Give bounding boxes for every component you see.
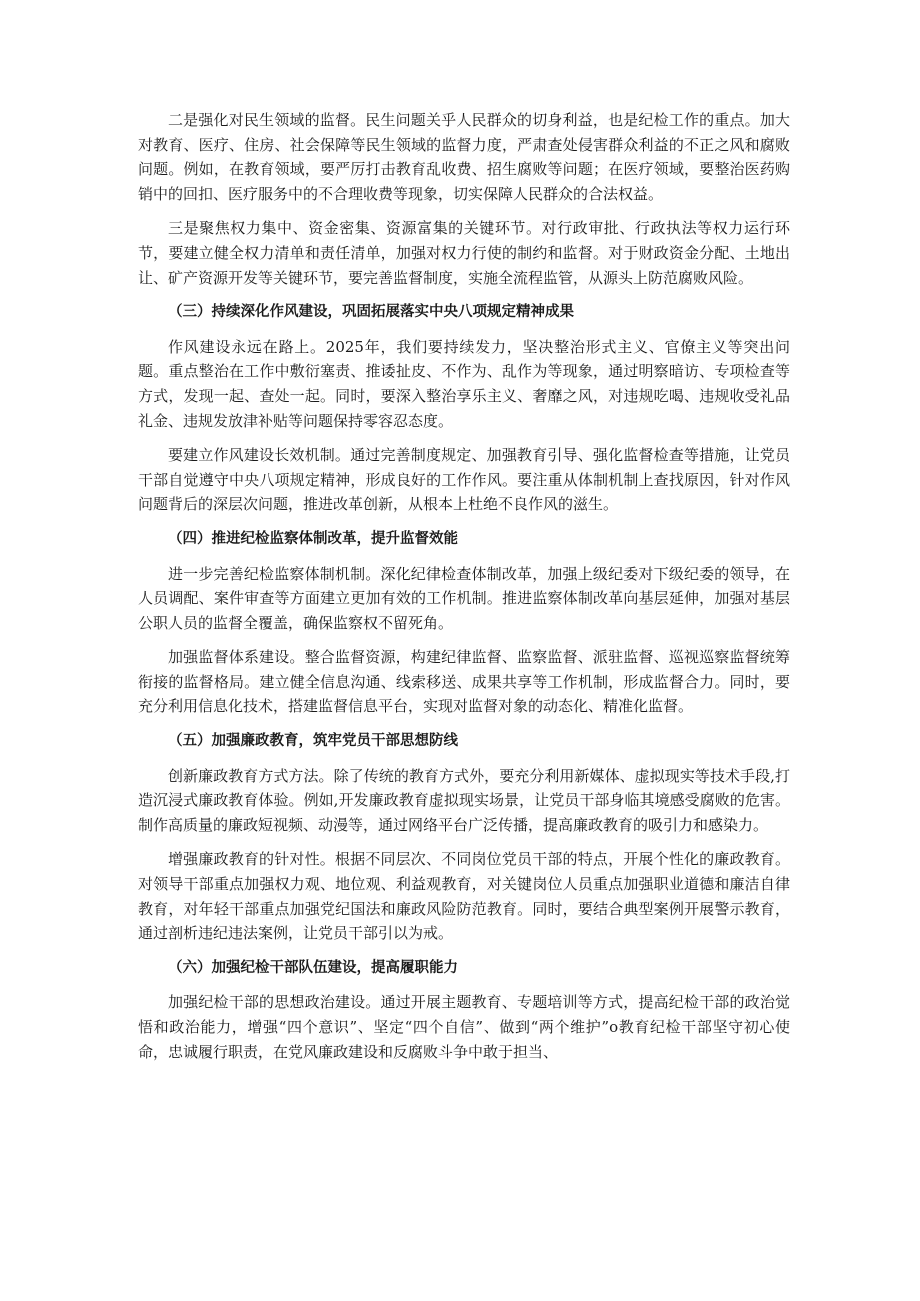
section-heading-4: （四）推进纪检监察体制改革，提升监督效能 (168, 530, 458, 547)
paragraph-supervision-system: 加强监督体系建设。整合监督资源，构建纪律监督、监察监督、派驻监督、巡视巡察监督统筹衔接的监督格局。建立健全信息沟通、线索移送、成果共享等工作机制，形成监督合力。同时，要充分利用信息化技术，搭建监督信息平台，实现对监督对象的动态化、精准化监督。 (138, 648, 790, 716)
section-heading-5: （五）加强廉政教育，筑牢党员干部思想防线 (168, 733, 458, 750)
paragraph-education-targeting: 增强廉政教育的针对性。根据不同层次、不同岗位党员干部的特点，开展个性化的廉政教育。对领导干部重点加强权力观、地位观、利益观教育，对关键岗位人员重点加强职业道德和廉洁自律教育，对年轻干部重点加强党纪国法和廉政风险防范教育。同时，要结合典型案例开展警示教育，通过剖析违纪违法案例，让党员干部引以为戒。 (138, 850, 790, 943)
section-heading-3: （三）持续深化作风建设，巩固拓展落实中央八项规定精神成果 (168, 304, 574, 321)
paragraph-long-term-mechanism: 要建立作风建设长效机制。通过完善制度规定、加强教育引导、强化监督检查等措施，让党员干部自觉遵守中央八项规定精神，形成良好的工作作风。要注重从体制机制上查找原因，针对作风问题背后的深层次问题，推进改革创新，从根本上杜绝不良作风的滋生。 (138, 446, 790, 514)
paragraph-ideological-building: 加强纪检干部的思想政治建设。通过开展主题教育、专题培训等方式，提高纪检干部的政治觉悟和政治能力，增强“四个意识”、坚定“四个自信”、做到“两个维护”o教育纪检干部坚守初心使命，忠诚履行职责，在党风廉政建设和反腐败斗争中敢于担当、 (138, 993, 790, 1061)
paragraph-key-links: 三是聚焦权力集中、资金密集、资源富集的关键环节。对行政审批、行政执法等权力运行环节，要建立健全权力清单和责任清单，加强对权力行使的制约和监督。对于财政资金分配、土地出让、矿产资源开发等关键环节，要完善监督制度，实施全流程监管，从源头上防范腐败风险。 (138, 219, 790, 287)
document-page (138, 108, 790, 1064)
paragraph-livelihood-supervision: 二是强化对民生领域的监督。民生问题关乎人民群众的切身利益，也是纪检工作的重点。加大对教育、医疗、住房、社会保障等民生领域的监督力度，严肃查处侵害群众利益的不正之风和腐败问题。例如，在教育领域，要严厉打击教育乱收费、招生腐败等问题；在医疗领域，要整治医药购销中的回扣、医疗服务中的不合理收费等现象，切实保障人民群众的合法权益。 (138, 111, 790, 203)
paragraph-system-mechanism: 进一步完善纪检监察体制机制。深化纪律检查体制改革，加强上级纪委对下级纪委的领导，在人员调配、案件审查等方面建立更加有效的工作机制。推进监察体制改革向基层延伸，加强对基层公职人员的监督全覆盖，确保监察权不留死角。 (138, 564, 790, 632)
paragraph-work-style: 作风建设永远在路上。2025年，我们要持续发力，坚决整治形式主义、官僚主义等突出问题。重点整治在工作中敷衍塞责、推诿扯皮、不作为、乱作为等现象，通过明察暗访、专项检查等方式，发现一起、查处一起。同时，要深入整治享乐主义、奢靡之风，对违规吃喝、违规收受礼品礼金、违规发放津补贴等问题保持零容忍态度。 (138, 337, 790, 430)
section-heading-6: （六）加强纪检干部队伍建设，提高履职能力 (168, 959, 458, 976)
paragraph-education-methods: 创新廉政教育方式方法。除了传统的教育方式外，要充分利用新媒体、虚拟现实等技术手段,打造沉浸式廉政教育体验。例如,开发廉政教育虚拟现实场景，让党员干部身临其境感受腐败的危害。制作高质量的廉政短视频、动漫等，通过网络平台广泛传播，提高廉政教育的吸引力和感染力。 (138, 766, 790, 834)
